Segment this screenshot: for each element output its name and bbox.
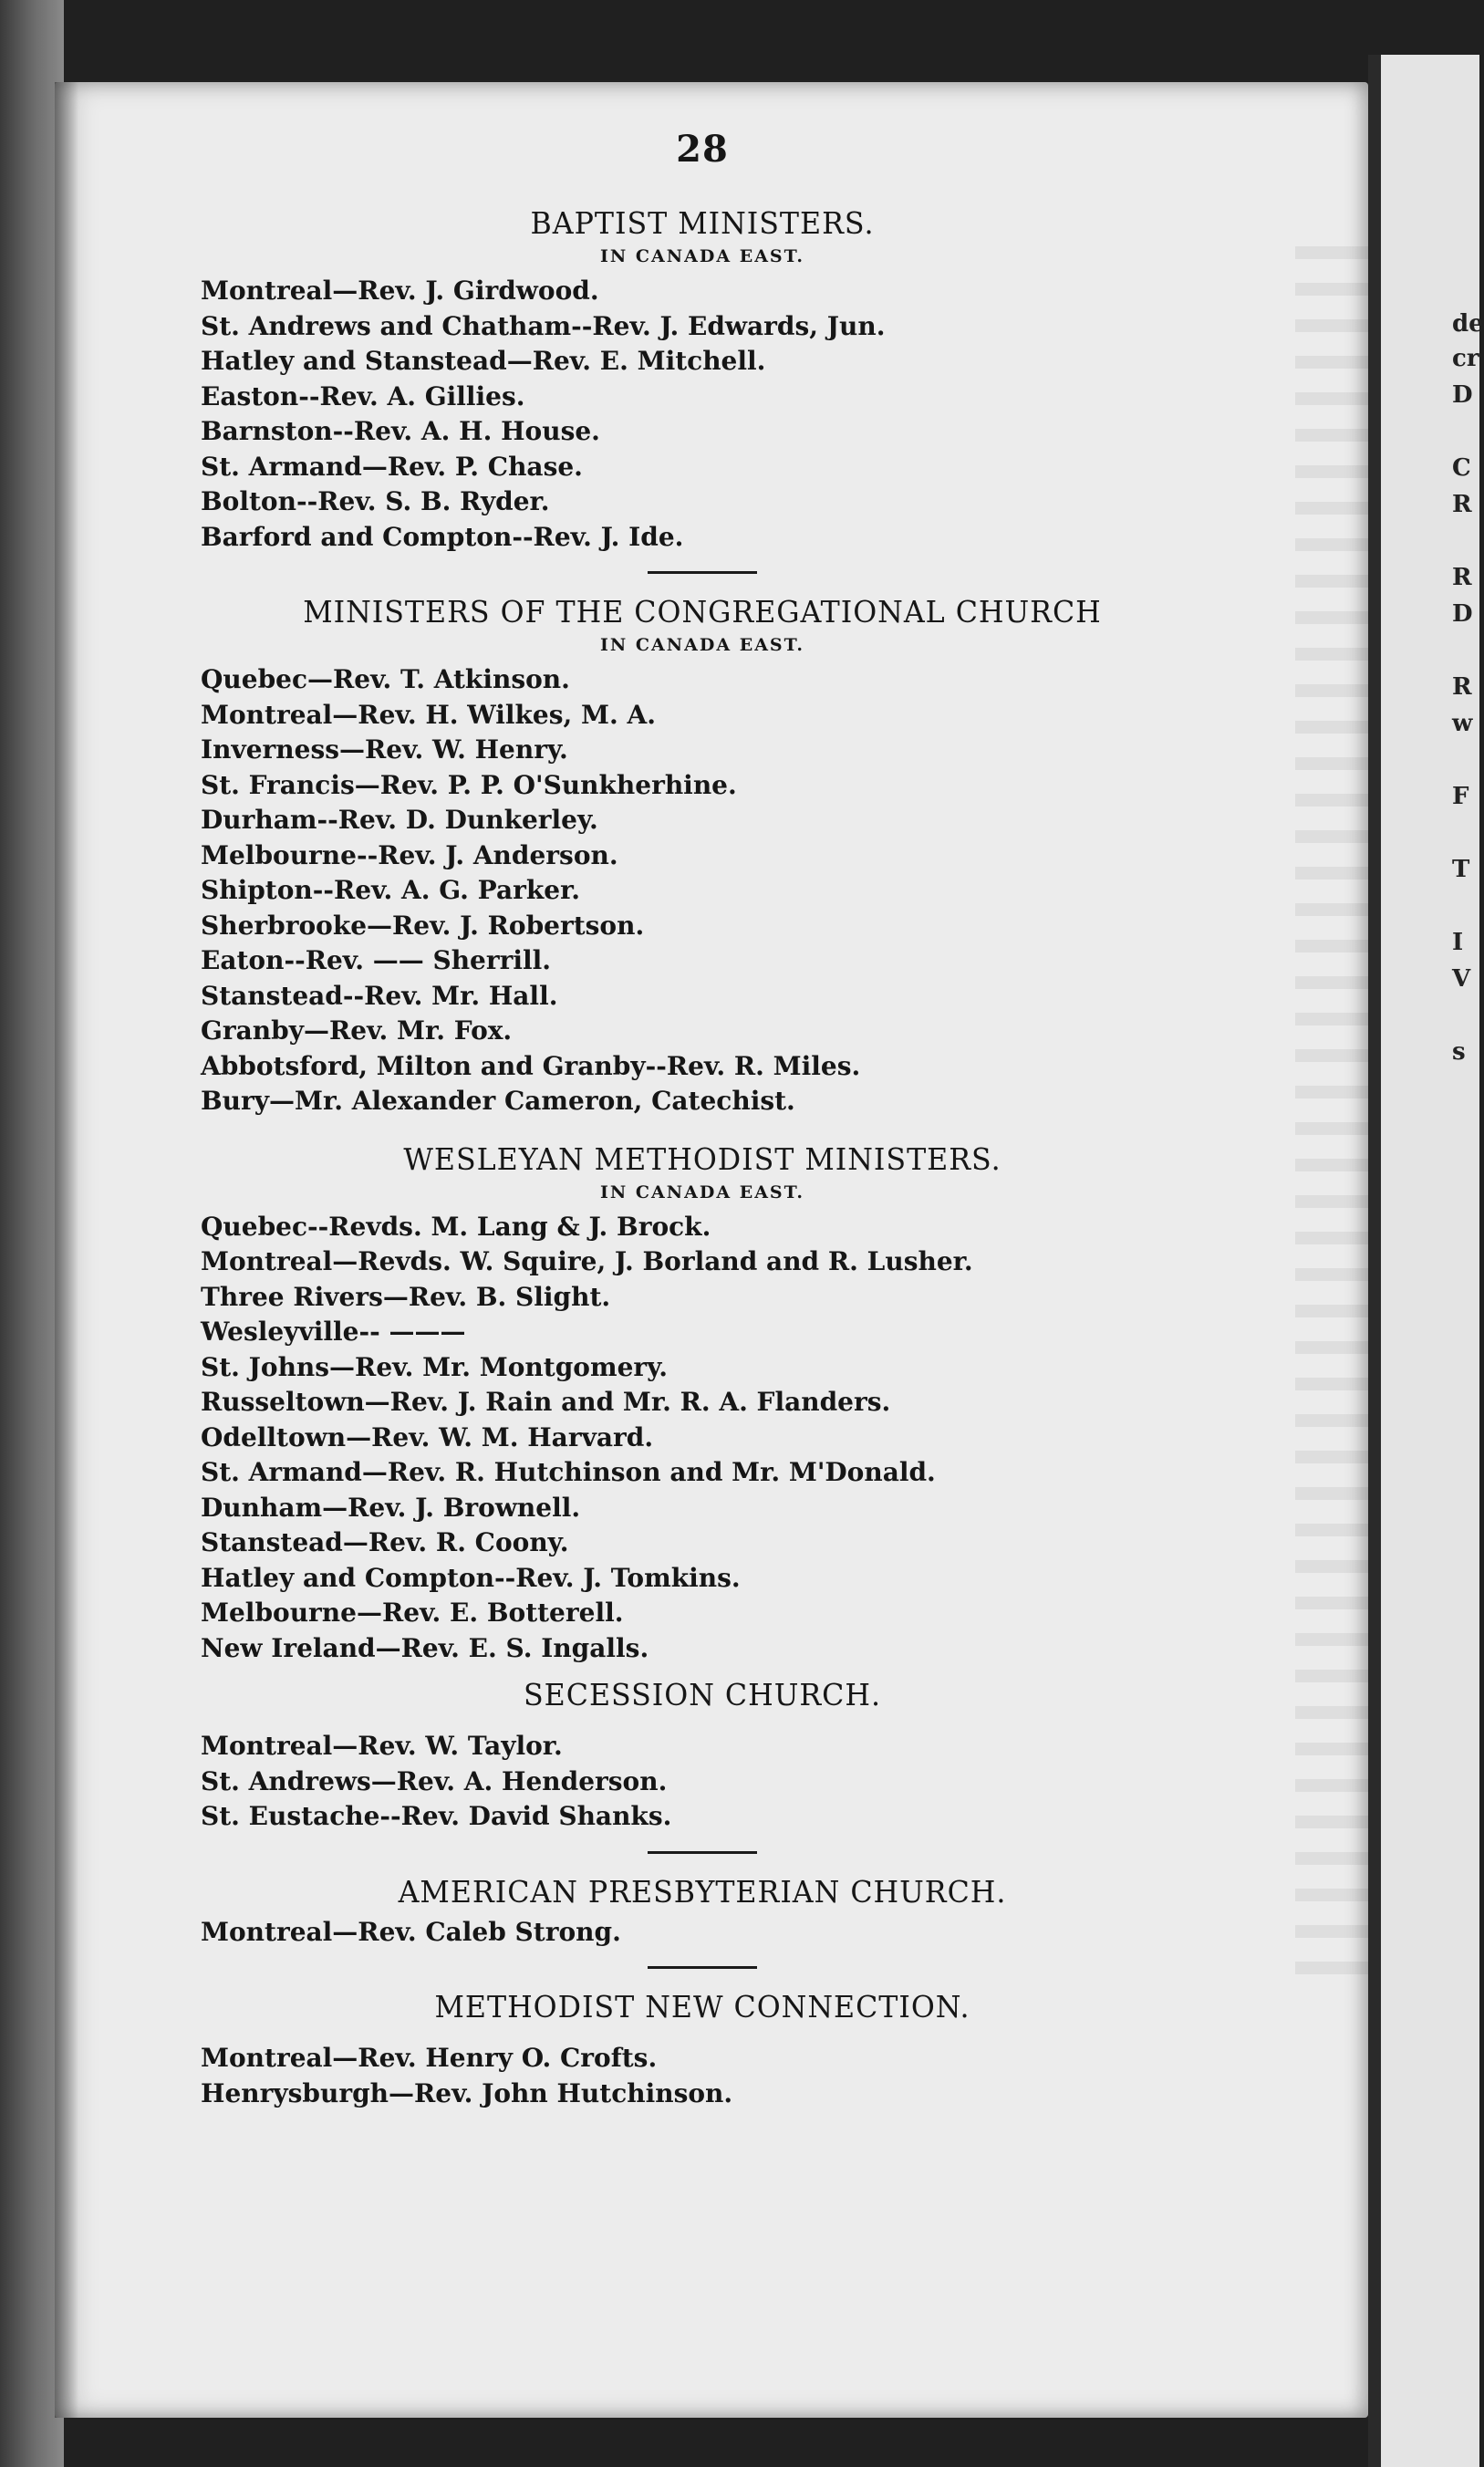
list-item: Montreal—Rev. W. Taylor. <box>201 1731 563 1761</box>
page-gutter-shadow <box>55 82 78 2418</box>
facing-letter: I <box>1452 929 1464 956</box>
entry-list <box>201 1729 1204 1835</box>
list-item: Melbourne—Rev. E. Botterell. <box>201 1598 624 1628</box>
section-divider <box>648 1966 757 1969</box>
list-item: Hatley and Compton--Rev. J. Tomkins. <box>201 1562 741 1593</box>
list-item: New Ireland—Rev. E. S. Ingalls. <box>201 1632 649 1663</box>
list-item: St. Eustache--Rev. David Shanks. <box>201 1801 672 1831</box>
list-item: Durham--Rev. D. Dunkerley. <box>201 805 598 835</box>
section-wesleyan-methodist <box>201 1141 1204 1667</box>
list-item: Stanstead--Rev. Mr. Hall. <box>201 980 558 1011</box>
list-item: Dunham—Rev. J. Brownell. <box>201 1492 581 1523</box>
facing-letter: R <box>1452 491 1472 518</box>
list-item: Bolton--Rev. S. B. Ryder. <box>201 486 550 516</box>
list-item: Granby—Rev. Mr. Fox. <box>201 1015 513 1046</box>
list-item: Barford and Compton--Rev. J. Ide. <box>201 521 684 552</box>
list-item: Russeltown—Rev. J. Rain and Mr. R. A. Flanders. <box>201 1387 891 1417</box>
list-item: Barnston--Rev. A. H. House. <box>201 416 600 446</box>
list-item: Montreal—Rev. Caleb Strong. <box>201 1916 621 1947</box>
list-item: Abbotsford, Milton and Granby--Rev. R. Miles. <box>201 1050 861 1081</box>
section-subtitle: IN CANADA EAST. <box>600 1181 804 1202</box>
section-title: METHODIST NEW CONNECTION. <box>434 1989 970 2025</box>
list-item: Eaton--Rev. —— Sherrill. <box>201 945 552 975</box>
section-gap <box>201 1718 1204 1729</box>
page-number: 28 <box>676 128 729 171</box>
list-item: Bury—Mr. Alexander Cameron, Catechist. <box>201 1086 795 1116</box>
list-item: Inverness—Rev. W. Henry. <box>201 734 568 765</box>
list-item: Montreal—Rev. H. Wilkes, M. A. <box>201 699 656 730</box>
list-item: Quebec—Rev. T. Atkinson. <box>201 664 570 694</box>
facing-letter: V <box>1452 965 1471 993</box>
section-title: MINISTERS OF THE CONGREGATIONAL CHURCH <box>303 594 1102 630</box>
list-item: St. Francis—Rev. P. P. O'Sunkherhine. <box>201 769 737 800</box>
list-item: Montreal—Rev. J. Girdwood. <box>201 276 599 306</box>
section-title: BAPTIST MINISTERS. <box>530 205 875 241</box>
section-gap <box>201 1666 1204 1677</box>
section-methodist-new-connection <box>201 1989 1204 2111</box>
facing-letter: R <box>1452 673 1472 701</box>
list-item: Montreal—Rev. Henry O. Crofts. <box>201 2043 658 2073</box>
list-item: Three Rivers—Rev. B. Slight. <box>201 1281 611 1312</box>
page-content <box>201 128 1204 2111</box>
entry-list <box>201 662 1204 1119</box>
section-gap <box>201 1119 1204 1141</box>
list-item: St. Johns—Rev. Mr. Montgomery. <box>201 1351 668 1382</box>
section-american-presbyterian <box>201 1874 1204 1951</box>
list-item: Henrysburgh—Rev. John Hutchinson. <box>201 2077 733 2108</box>
list-item: St. Andrews—Rev. A. Henderson. <box>201 1765 668 1796</box>
section-divider <box>648 1851 757 1854</box>
list-item: Shipton--Rev. A. G. Parker. <box>201 875 581 905</box>
facing-letter: C <box>1452 454 1471 482</box>
section-divider <box>648 571 757 574</box>
bleed-through-text <box>1295 246 1368 1980</box>
facing-letter: T <box>1452 856 1470 883</box>
section-baptist-ministers <box>201 205 1204 555</box>
list-item: Melbourne--Rev. J. Anderson. <box>201 839 618 870</box>
facing-letter: w <box>1452 710 1473 737</box>
section-subtitle: IN CANADA EAST. <box>600 635 804 655</box>
list-item: Sherbrooke—Rev. J. Robertson. <box>201 910 645 941</box>
section-title: AMERICAN PRESBYTERIAN CHURCH. <box>398 1873 1007 1910</box>
section-title: SECESSION CHURCH. <box>523 1677 881 1712</box>
facing-letter: de <box>1452 310 1484 338</box>
list-item: St. Armand—Rev. P. Chase. <box>201 451 583 482</box>
facing-letter: R <box>1452 564 1472 591</box>
list-item: Easton--Rev. A. Gillies. <box>201 380 525 411</box>
section-title: WESLEYAN METHODIST MINISTERS. <box>403 1140 1001 1177</box>
entry-list <box>201 1210 1204 1667</box>
facing-letter: F <box>1452 783 1469 810</box>
facing-letter: s <box>1452 1038 1466 1066</box>
entry-list <box>201 274 1204 555</box>
facing-letter: D <box>1452 381 1473 409</box>
section-secession-church <box>201 1677 1204 1835</box>
list-item: St. Armand—Rev. R. Hutchinson and Mr. M'Donald. <box>201 1457 936 1487</box>
facing-page-edge <box>1368 55 1479 2467</box>
list-item: Stanstead—Rev. R. Coony. <box>201 1527 569 1557</box>
section-congregational-church <box>201 594 1204 1119</box>
facing-letter: cr <box>1452 345 1479 372</box>
facing-letter: D <box>1452 600 1473 628</box>
list-item: Quebec--Revds. M. Lang & J. Brock. <box>201 1211 711 1242</box>
section-subtitle: IN CANADA EAST. <box>600 246 804 266</box>
entry-list <box>201 2041 1204 2111</box>
list-item: Wesleyville-- ——— <box>201 1317 466 1347</box>
section-gap <box>201 2030 1204 2041</box>
entry-list <box>201 1915 1204 1951</box>
list-item: Montreal—Revds. W. Squire, J. Borland and R. Lusher. <box>201 1246 973 1276</box>
list-item: Hatley and Stanstead—Rev. E. Mitchell. <box>201 346 766 376</box>
list-item: Odelltown—Rev. W. M. Harvard. <box>201 1421 654 1452</box>
list-item: St. Andrews and Chatham--Rev. J. Edwards, Jun. <box>201 310 886 341</box>
